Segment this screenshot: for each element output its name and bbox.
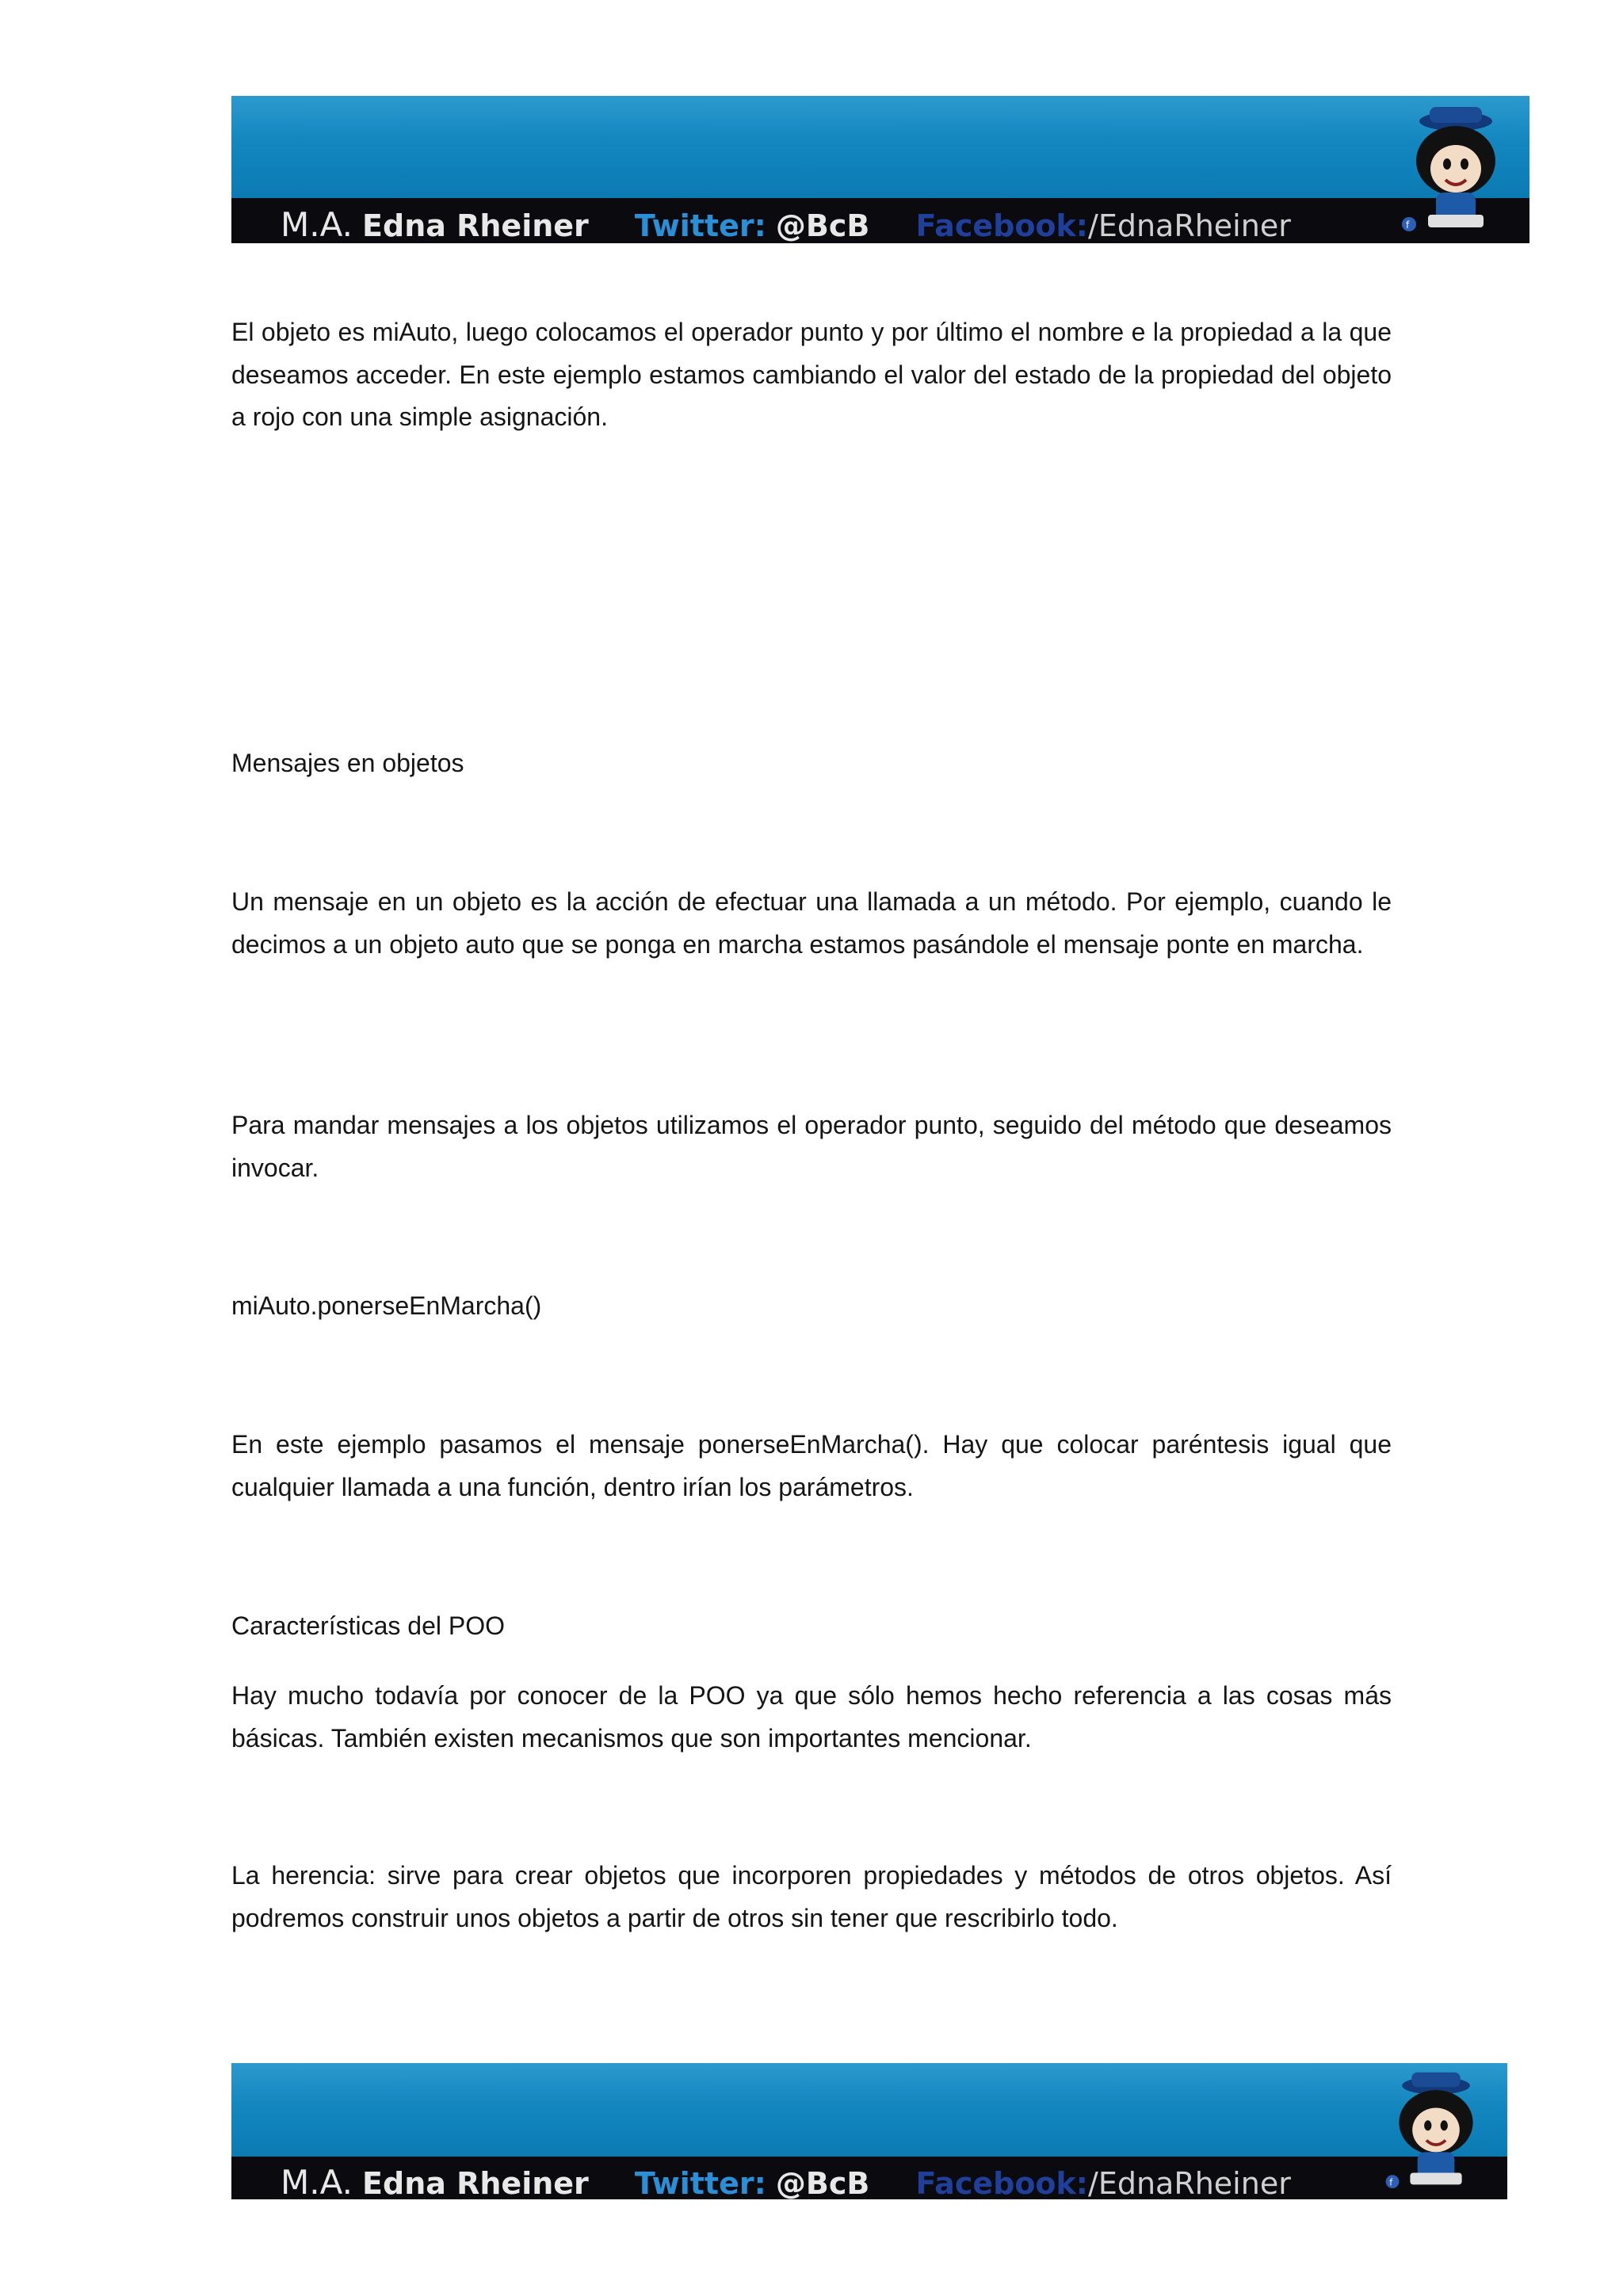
heading-caracteristicas-del-poo: Características del POO — [231, 1611, 505, 1640]
mandar-paragraph: Para mandar mensajes a los objetos utilizamos el operador punto, seguido del método que deseamos invocar. — [231, 1111, 1392, 1182]
banner-facebook-handle: /EdnaRheiner — [1088, 208, 1291, 243]
banner-shine — [231, 2063, 1507, 2104]
banner-twitter-handle: @BcB — [775, 2166, 870, 2199]
intro-paragraph: El objeto es miAuto, luego colocamos el operador punto y por último el nombre e la propiedad a la que deseamos acceder. En este ejemplo estamos cambiando el valor del estado de la propiedad del objeto a rojo con una simple asignación. — [231, 318, 1392, 431]
mascot-icon — [1396, 104, 1515, 243]
svg-text:f: f — [1406, 219, 1410, 231]
banner-shine — [231, 96, 1529, 140]
banner-text-line — [281, 2163, 1291, 2199]
svg-text:f: f — [1389, 2177, 1393, 2188]
banner-twitter-label: Twitter: — [634, 2166, 766, 2199]
banner-name: Edna Rheiner — [362, 208, 589, 243]
banner-twitter-label: Twitter: — [634, 208, 766, 243]
banner-facebook-handle: /EdnaRheiner — [1088, 2166, 1291, 2199]
ejemplo-paragraph: En este ejemplo pasamos el mensaje ponerseEnMarcha(). Hay que colocar paréntesis igual que cualquier llamada a una función, dentro irían los parámetros. — [231, 1430, 1392, 1501]
banner-ma: M.A. — [281, 2163, 353, 2199]
banner-facebook-label: Facebook: — [915, 2166, 1089, 2199]
code-line: miAuto.ponerseEnMarcha() — [231, 1291, 542, 1320]
heading-mensajes-en-objetos: Mensajes en objetos — [231, 749, 464, 777]
banner-ma: M.A. — [281, 205, 353, 243]
header-banner — [231, 96, 1529, 243]
banner-name: Edna Rheiner — [362, 2166, 589, 2199]
poo-paragraph: Hay mucho todavía por conocer de la POO ya que sólo hemos hecho referencia a las cosas más básicas. También existen mecanismos que son importantes mencionar. — [231, 1681, 1392, 1753]
mensaje-paragraph: Un mensaje en un objeto es la acción de efectuar una llamada a un método. Por ejemplo, cuando le decimos a un objeto auto que se ponga en marcha estamos pasándole el mensaje ponte en marcha. — [231, 887, 1392, 959]
banner-twitter-handle: @BcB — [775, 208, 870, 243]
banner-facebook-label: Facebook: — [915, 208, 1089, 243]
mascot-icon — [1381, 2069, 1491, 2199]
banner-text-line — [281, 205, 1291, 243]
herencia-paragraph: La herencia: sirve para crear objetos que incorporen propiedades y métodos de otros objetos. Así podremos construir unos objetos a partir de otros sin tener que rescribirlo todo. — [231, 1861, 1392, 1932]
footer-banner — [231, 2063, 1507, 2199]
